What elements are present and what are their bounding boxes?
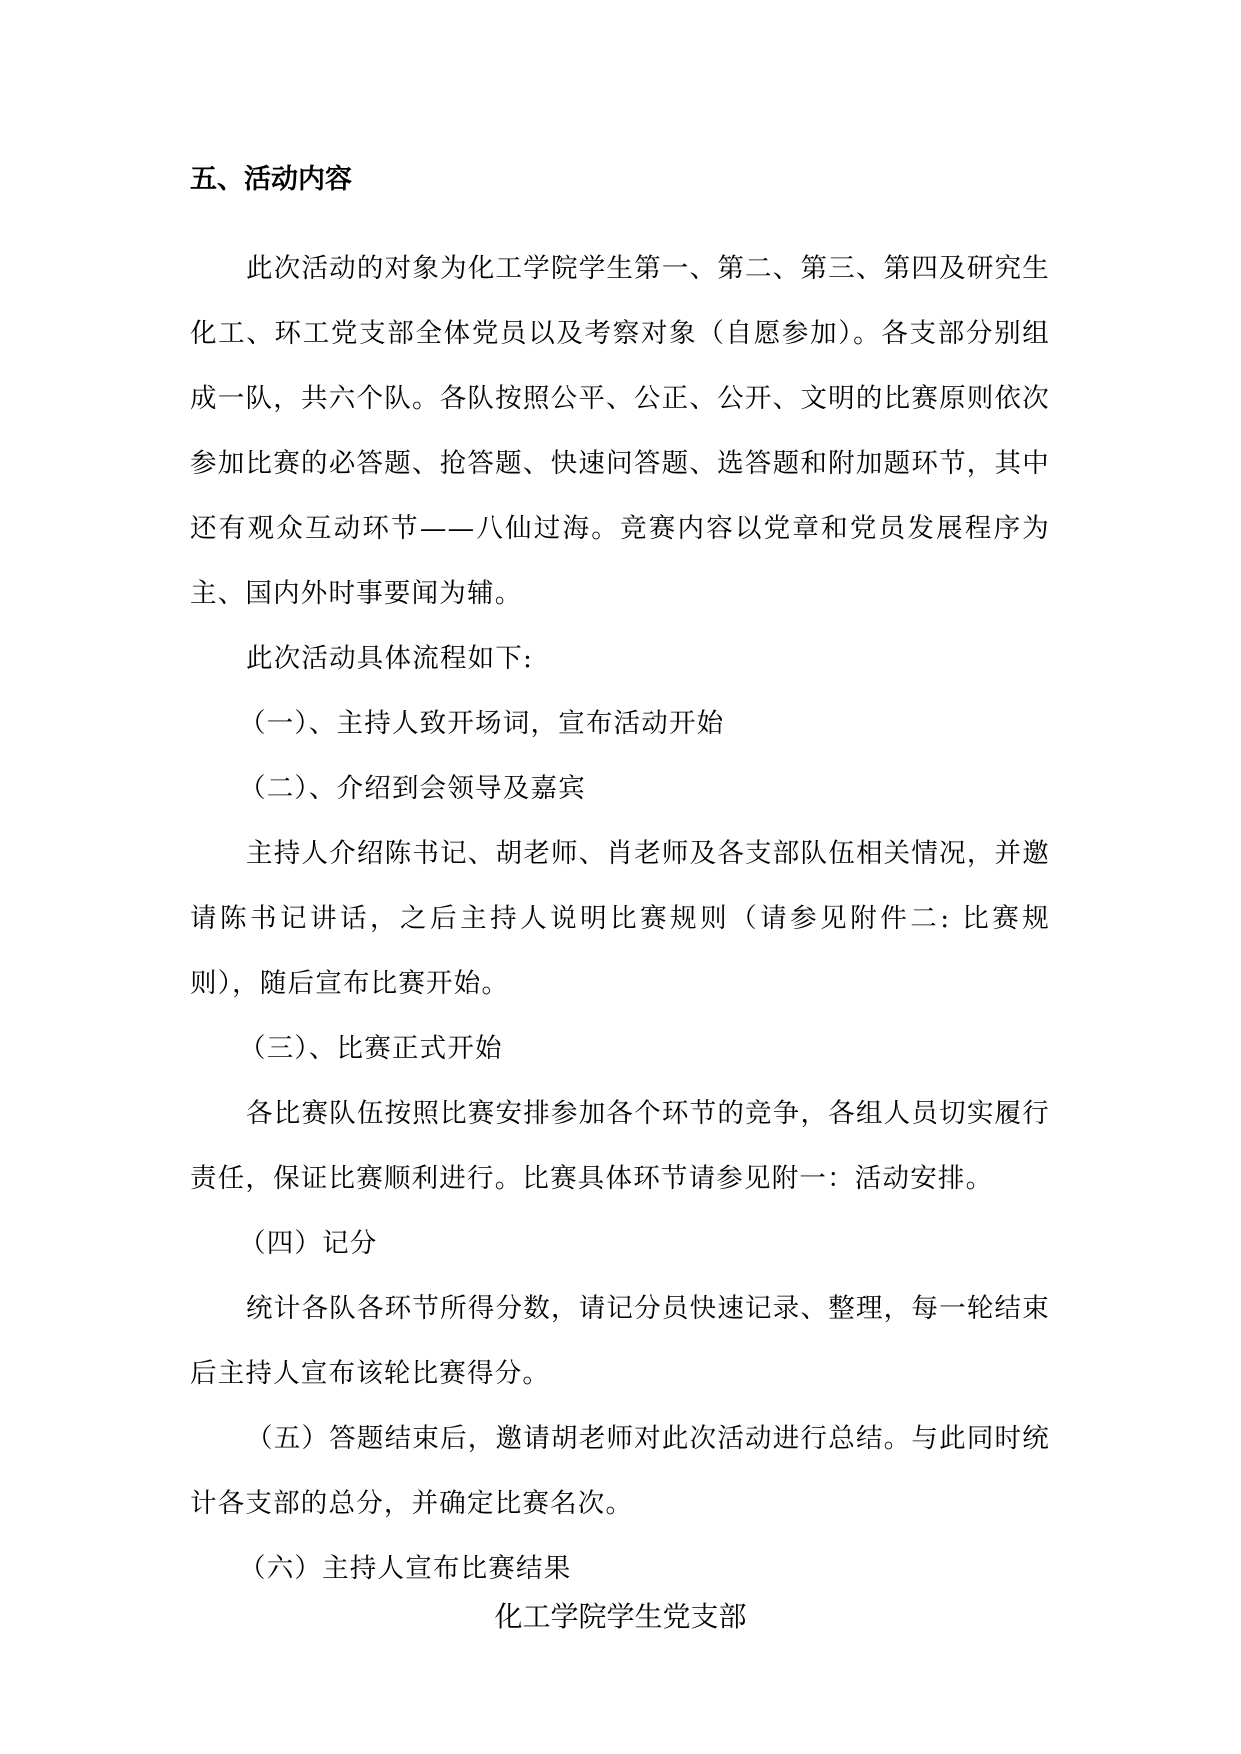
- paragraph-summary: （五）答题结束后，邀请胡老师对此次活动进行总结。与此同时统计各支部的总分，并确定比赛名次。: [190, 1423, 1050, 1519]
- paragraph-scoring-detail: 统计各队各环节所得分数，请记分员快速记录、整理，每一轮结束后主持人宣布该轮比赛得分。: [190, 1293, 1050, 1389]
- section-heading: 五、活动内容: [190, 164, 352, 195]
- paragraph-participants: 此次活动的对象为化工学院学生第一、第二、第三、第四及研究生化工、环工党支部全体党员以及考察对象（自愿参加）。各支部分别组成一队，共六个队。各队按照公平、公正、公开、文明的比赛原则依次参加比赛的必答题、抢答题、快速问答题、选答题和附加题环节，其中还有观众互动环节——八仙过海。竞赛内容以党章和党员发展程序为主、国内外时事要闻为辅。: [190, 253, 1050, 609]
- paragraph-competition-rules: 各比赛队伍按照比赛安排参加各个环节的竞争，各组人员切实履行责任，保证比赛顺利进行。比赛具体环节请参见附一：活动安排。: [190, 1098, 1050, 1194]
- step-announce-results: （六）主持人宣布比赛结果: [239, 1553, 572, 1584]
- step-opening: （一）、主持人致开场词，宣布活动开始: [239, 708, 725, 739]
- step-competition-start: （三）、比赛正式开始: [239, 1033, 503, 1064]
- paragraph-host-introduction: 主持人介绍陈书记、胡老师、肖老师及各支部队伍相关情况，并邀请陈书记讲话，之后主持人说明比赛规则（请参见附件二: 比赛规则），随后宣布比赛开始。: [190, 838, 1050, 999]
- step-introduce-guests: （二）、介绍到会领导及嘉宾: [239, 773, 586, 804]
- step-scoring: （四）记分: [239, 1228, 378, 1259]
- document-body: [190, 160, 1050, 1601]
- paragraph-process-intro: 此次活动具体流程如下:: [246, 643, 534, 674]
- page-footer: 化工学院学生党支部: [494, 1600, 747, 1633]
